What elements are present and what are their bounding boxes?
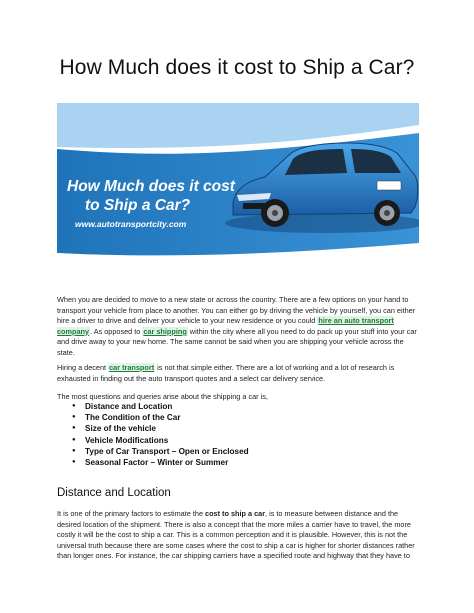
hero-headline-line1: How Much does it cost xyxy=(67,178,235,195)
hiring-text-before: Hiring a decent xyxy=(57,363,109,372)
hero-website: www.autotransportcity.com xyxy=(75,219,187,229)
list-item xyxy=(72,435,249,446)
hiring-text-after: is not that simple either. There are a lot of working and a lot of research is exhausted in finding out the auto transport quotes and a select car delivery service. xyxy=(57,363,395,383)
hero-banner-graphic xyxy=(57,103,419,271)
list-item xyxy=(72,423,249,434)
list-item-text: The Condition of the Car xyxy=(85,413,181,423)
bullet-icon: ● xyxy=(72,447,76,454)
car-shipping-link[interactable]: car shipping xyxy=(143,326,187,336)
car-transport-link[interactable]: car transport xyxy=(109,363,155,372)
intro-text-middle: . As opposed to xyxy=(90,326,143,336)
list-item-text: Vehicle Modifications xyxy=(85,435,169,445)
questions-paragraph: The most questions and queries arise about the shipping a car is, xyxy=(57,392,268,401)
list-item-text: Size of the vehicle xyxy=(85,424,156,434)
intro-text-after: within the city where all you need to do pack up your stuff into your car and drive away to your new home. The same cannot be said when you are shipping your vehicle across the state. xyxy=(57,326,417,357)
list-item xyxy=(72,412,249,423)
list-item xyxy=(72,446,249,457)
section-heading-distance: Distance and Location xyxy=(57,487,171,499)
bullet-icon: ● xyxy=(72,436,76,443)
hire-auto-transport-link[interactable]: hire an auto transport company xyxy=(57,316,394,336)
hero-headline-line2: to Ship a Car? xyxy=(85,197,191,214)
list-item-text: Seasonal Factor – Winter or Summer xyxy=(85,458,229,468)
list-item xyxy=(72,457,249,468)
bullet-icon: ● xyxy=(72,425,76,432)
distance-paragraph xyxy=(57,509,419,562)
bullet-icon: ● xyxy=(72,403,76,409)
bullet-icon: ● xyxy=(72,459,76,466)
bullet-icon: ● xyxy=(72,414,76,421)
page-title: How Much does it cost to Ship a Car? xyxy=(59,56,415,79)
factors-list xyxy=(72,401,249,468)
list-item-text: Type of Car Transport – Open or Enclosed xyxy=(85,446,249,456)
cost-to-ship-bold: cost to ship a car xyxy=(205,509,266,518)
hiring-paragraph xyxy=(57,363,419,384)
distance-text-after: , is to measure between distance and the desired location of the shipment. There is also a concept that the more miles a carrier have to travel, the more costly it will be the cost to ship a car. This is a common perception and it is plausible. However, this is not the universal truth because there are some cases where the cost to ship a car is higher for shorter distances rather than longer ones. For instance, the car shipping carriers have a specified route and highway that they have to xyxy=(57,509,415,561)
distance-text-before: It is one of the primary factors to estimate the xyxy=(57,509,206,518)
list-item xyxy=(72,401,249,412)
list-item-text: Distance and Location xyxy=(85,402,173,411)
intro-text-before: When you are decided to move to a new state or across the country. There are a few options on your hand to transport your vehicle from place to another. You can either go by driving the vehicle by yourself, you can either hire a driver to drive and deliver your vehicle to your new residence or you could xyxy=(57,295,416,326)
hero-banner-image xyxy=(57,103,419,271)
intro-paragraph xyxy=(57,295,419,359)
